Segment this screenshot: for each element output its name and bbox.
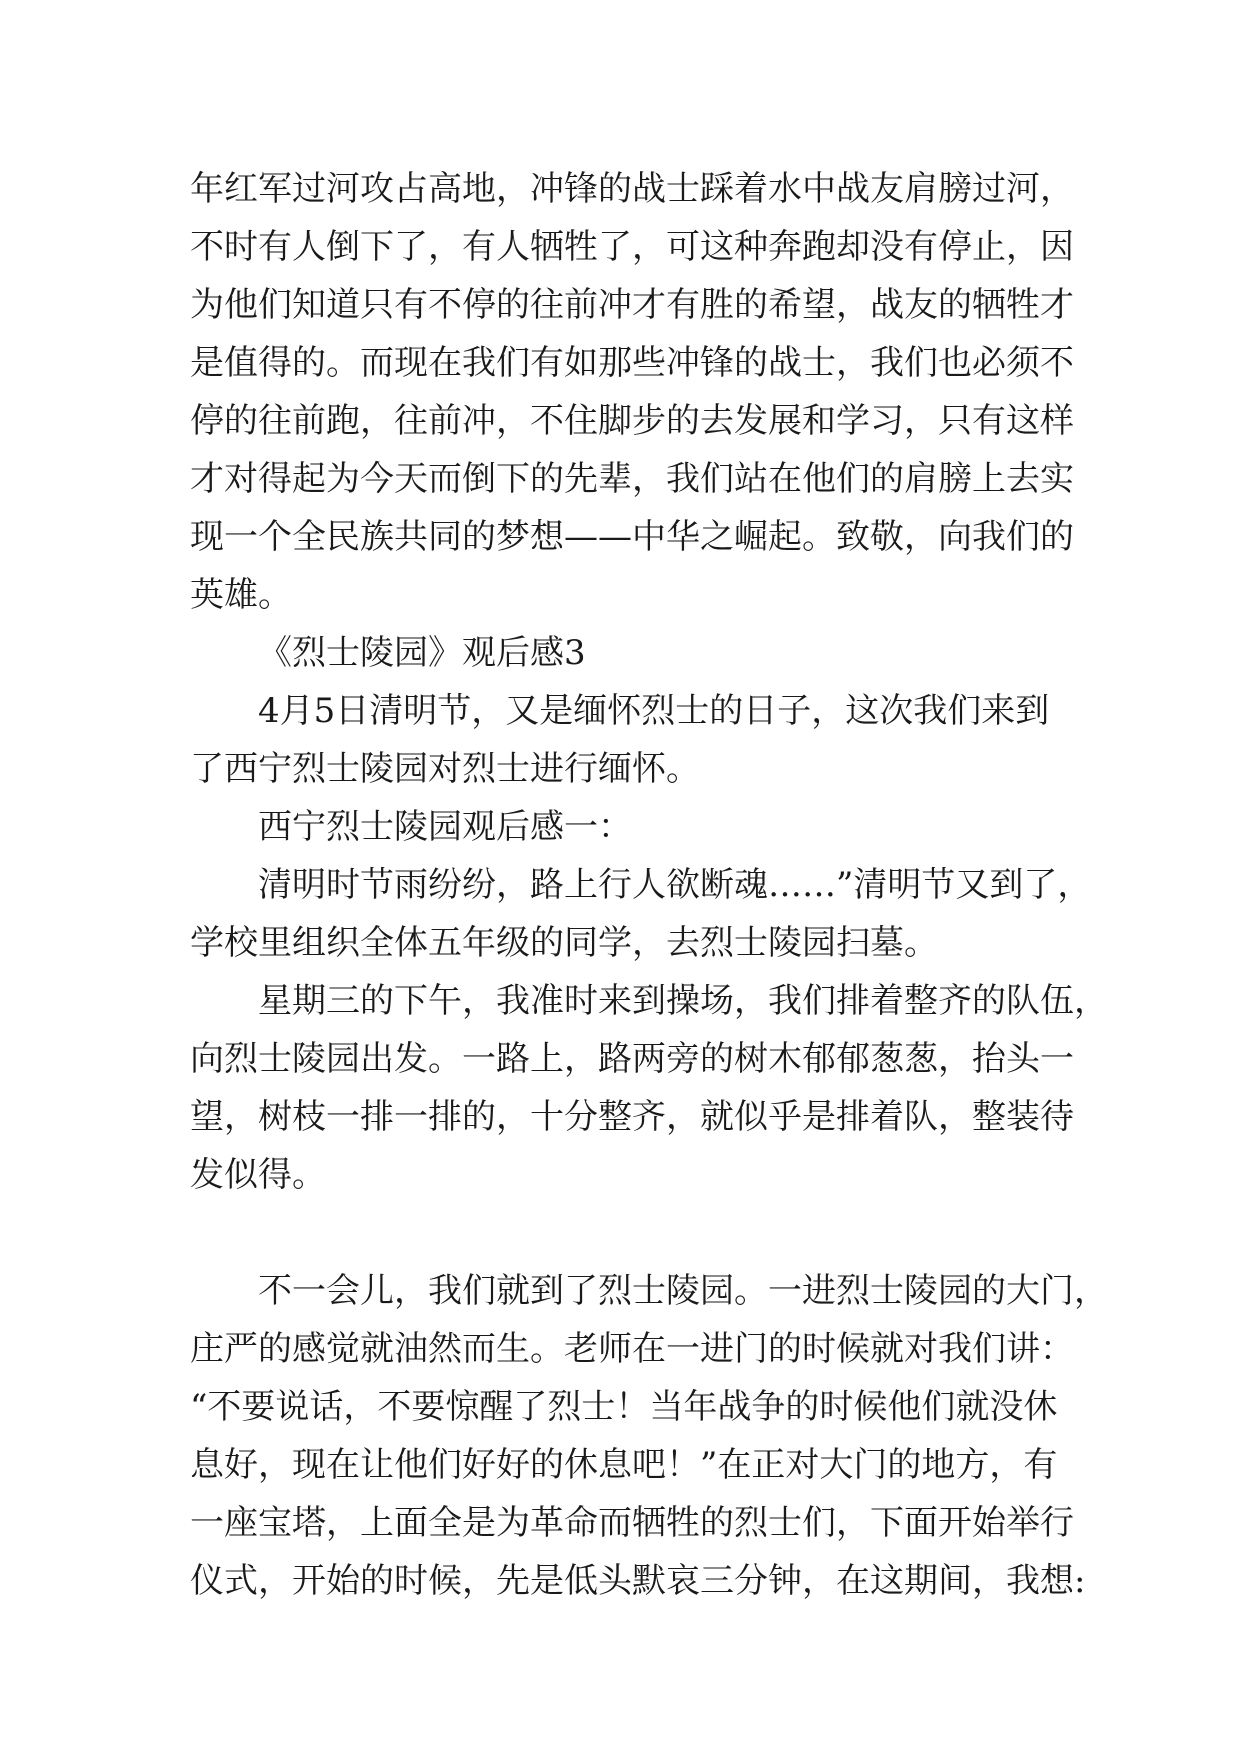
text-line: 庄严的感觉就油然而生。老师在一进门的时候就对我们讲：: [190, 1329, 1074, 1369]
text-line: 才对得起为今天而倒下的先辈，我们站在他们的肩膀上去实: [190, 459, 1074, 499]
text-line: 仪式，开始的时候，先是低头默哀三分钟，在这期间，我想:: [190, 1561, 1086, 1601]
text-line: 为他们知道只有不停的往前冲才有胜的希望，战友的牺牲才: [190, 285, 1074, 325]
text-line: 向烈士陵园出发。一路上，路两旁的树木郁郁葱葱，抬头一: [190, 1039, 1074, 1079]
text-line: “不要说话，不要惊醒了烈士！当年战争的时候他们就没休: [190, 1387, 1058, 1427]
text-line: 学校里组织全体五年级的同学，去烈士陵园扫墓。: [190, 923, 938, 963]
text-line: 西宁烈士陵园观后感一：: [258, 807, 632, 847]
text-line: 《烈士陵园》观后感3: [258, 633, 586, 673]
text-line: 不一会儿，我们就到了烈士陵园。一进烈士陵园的大门，: [258, 1271, 1108, 1311]
text-line: 年红军过河攻占高地，冲锋的战士踩着水中战友肩膀过河，: [190, 169, 1074, 209]
text-line: 望，树枝一排一排的，十分整齐，就似乎是排着队，整装待: [190, 1097, 1074, 1137]
text-line: 是值得的。而现在我们有如那些冲锋的战士，我们也必须不: [190, 343, 1074, 383]
text-line: [190, 1204, 1070, 1262]
text-line: 息好，现在让他们好好的休息吧！”在正对大门的地方，有: [190, 1445, 1058, 1485]
document-body: [190, 160, 1108, 1610]
text-line: 清明时节雨纷纷，路上行人欲断魂……”清明节又到了，: [258, 865, 1092, 905]
text-line: 不时有人倒下了，有人牺牲了，可这种奔跑却没有停止，因: [190, 227, 1074, 267]
text-line: 4月5日清明节，又是缅怀烈士的日子，这次我们来到: [258, 691, 1050, 731]
text-line: 发似得。: [190, 1155, 326, 1195]
text-line: 星期三的下午，我准时来到操场，我们排着整齐的队伍，: [258, 981, 1108, 1021]
text-line: 停的往前跑，往前冲，不住脚步的去发展和学习，只有这样: [190, 401, 1074, 441]
text-line: 一座宝塔，上面全是为革命而牺牲的烈士们，下面开始举行: [190, 1503, 1074, 1543]
text-line: 了西宁烈士陵园对烈士进行缅怀。: [190, 749, 700, 789]
text-line: 现一个全民族共同的梦想——中华之崛起。致敬，向我们的: [190, 517, 1074, 557]
text-line: 英雄。: [190, 575, 292, 615]
